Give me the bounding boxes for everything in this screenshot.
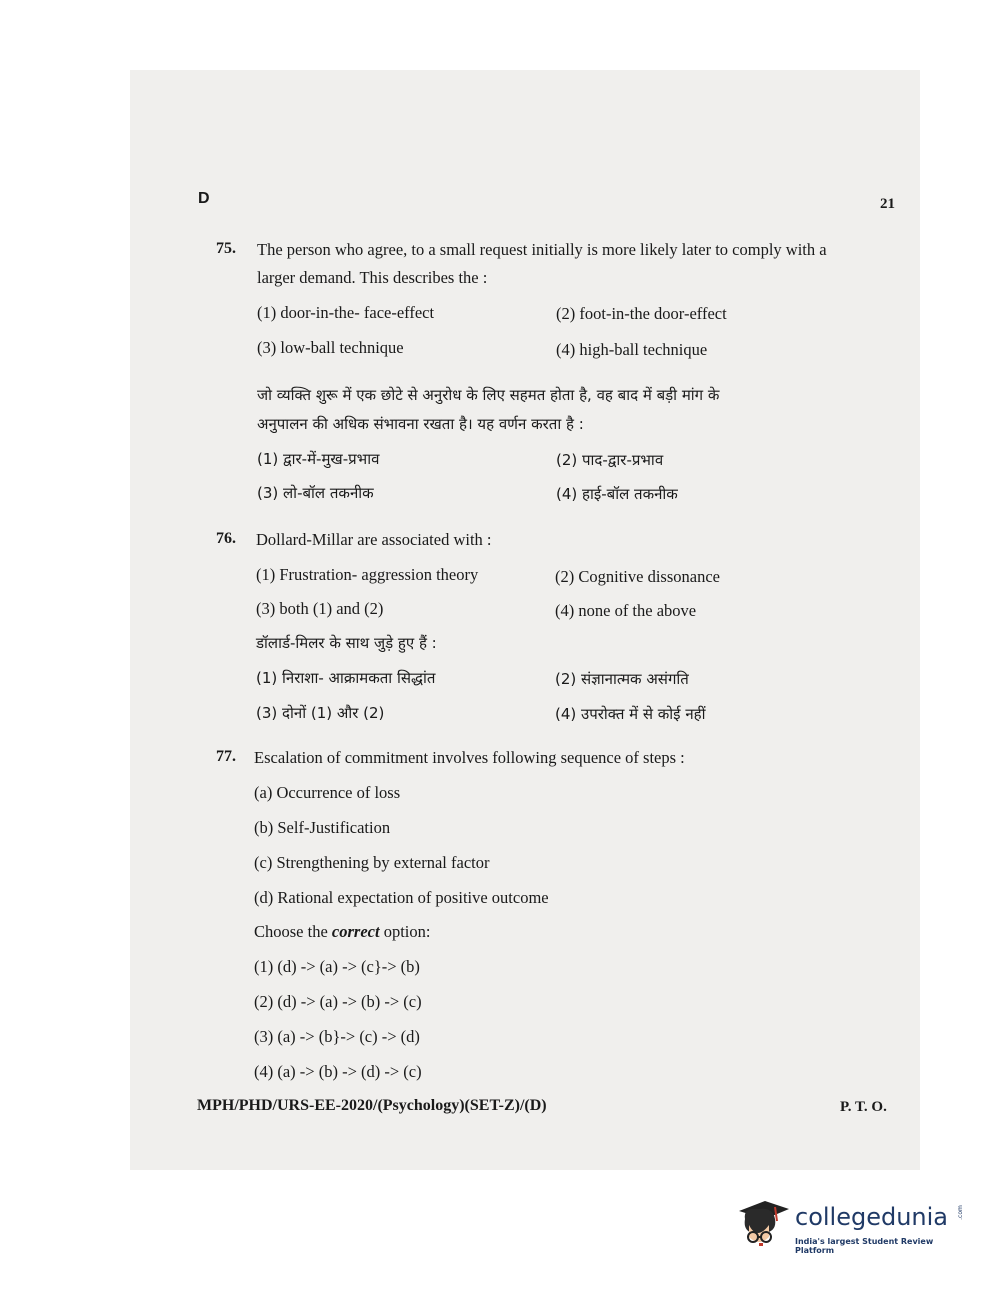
q77-step-b: (b) Self-Justification [254, 818, 391, 837]
choose-emphasis: correct [331, 922, 380, 941]
q77-option-3: (3) (a) -> (b}-> (c) -> (d) [254, 1027, 420, 1046]
q77-step-c: (c) Strengthening by external factor [254, 853, 490, 872]
student-mascot-icon [735, 1197, 793, 1255]
q76-hindi-option-4: (4) उपरोक्त में से कोई नहीं [555, 705, 706, 723]
question-75-text-line2: larger demand. This describes the : [257, 268, 488, 287]
q75-hindi-option-4: (4) हाई-बॉल तकनीक [556, 485, 678, 503]
logo-wordmark: collegedunia [795, 1203, 949, 1231]
question-77-text: Escalation of commitment involves following sequence of steps : [254, 748, 685, 767]
q75-option-1: (1) door-in-the- face-effect [257, 303, 435, 322]
set-letter: D [198, 190, 210, 207]
q76-option-3: (3) both (1) and (2) [256, 599, 384, 618]
q75-option-3: (3) low-ball technique [257, 338, 404, 357]
q75-option-4: (4) high-ball technique [556, 340, 708, 359]
q77-step-d: (d) Rational expectation of positive outcome [254, 888, 549, 907]
paper-code: MPH/PHD/URS-EE-2020/(Psychology)(SET-Z)/(D) [197, 1097, 547, 1114]
collegedunia-logo [735, 1197, 970, 1257]
q76-option-2: (2) Cognitive dissonance [555, 567, 720, 586]
q75-hindi-option-1: (1) द्वार-में-मुख-प्रभाव [257, 450, 380, 468]
choose-prefix: Choose the [254, 922, 332, 941]
question-75-number: 75. [216, 240, 236, 257]
choose-suffix: option: [379, 922, 431, 941]
page-number: 21 [880, 196, 895, 212]
q75-hindi-line2: अनुपालन की अधिक संभावना रखता है। यह वर्णन करता है : [257, 415, 584, 433]
q77-step-a: (a) Occurrence of loss [254, 783, 401, 802]
q76-hindi-option-1: (1) निराशा- आक्रामकता सिद्धांत [256, 669, 436, 687]
q75-hindi-line1: जो व्यक्ति शुरू में एक छोटे से अनुरोध के लिए सहमत होता है, वह बाद में बड़ी मांग के [257, 386, 720, 404]
q75-option-2: (2) foot-in-the door-effect [556, 304, 727, 323]
q75-hindi-option-2: (2) पाद-द्वार-प्रभाव [556, 451, 664, 469]
q76-hindi-text: डॉलार्ड-मिलर के साथ जुड़े हुए हैं : [256, 634, 437, 652]
q76-hindi-option-2: (2) संज्ञानात्मक असंगति [555, 670, 689, 688]
q76-option-4: (4) none of the above [555, 601, 697, 620]
please-turn-over: P. T. O. [840, 1099, 887, 1115]
q76-option-1: (1) Frustration- aggression theory [256, 565, 479, 584]
q75-hindi-option-3: (3) लो-बॉल तकनीक [257, 484, 374, 502]
question-77-number: 77. [216, 748, 236, 765]
question-76-number: 76. [216, 530, 236, 547]
question-76-text: Dollard-Millar are associated with : [256, 530, 492, 549]
q76-hindi-option-3: (3) दोनों (1) और (2) [256, 704, 385, 722]
q77-option-1: (1) (d) -> (a) -> (c}-> (b) [254, 957, 420, 976]
scanned-page [130, 70, 920, 1170]
q77-choose-instruction [254, 922, 430, 942]
question-75-text-line1: The person who agree, to a small request initially is more likely later to comply with a [257, 240, 827, 259]
q77-option-4: (4) (a) -> (b) -> (d) -> (c) [254, 1062, 422, 1081]
logo-tagline: India's largest Student Review Platform [795, 1237, 934, 1255]
logo-domain: .com [956, 1205, 964, 1220]
q77-option-2: (2) (d) -> (a) -> (b) -> (c) [254, 992, 422, 1011]
